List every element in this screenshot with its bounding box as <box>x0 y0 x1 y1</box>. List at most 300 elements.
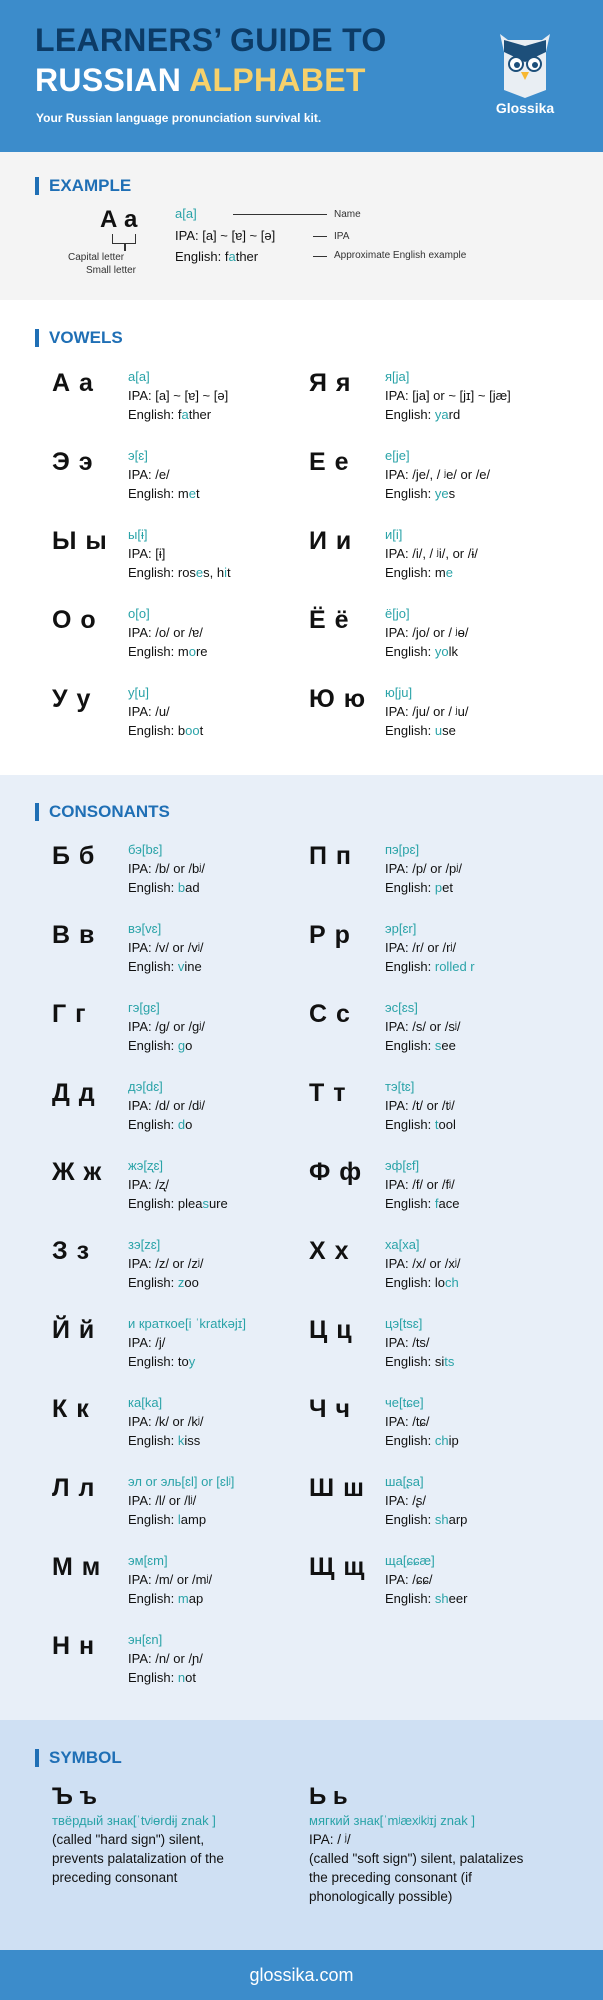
example-english-pre: English: f <box>175 249 229 264</box>
english-post: se <box>442 723 456 738</box>
letter-info <box>385 447 585 503</box>
letter-name: эс[ɛs] <box>385 1000 418 1015</box>
title-line-1: LEARNERS’ GUIDE TO <box>35 22 387 58</box>
letter-name: че[tɕe] <box>385 1395 424 1410</box>
english-highlight: oo <box>185 723 200 738</box>
letter-info <box>385 1236 585 1292</box>
letter-english <box>385 1273 585 1292</box>
letter-english <box>128 642 328 661</box>
annotation-english: Approximate English example <box>334 250 467 261</box>
letter-ipa: IPA: /d/ or /dʲ/ <box>128 1098 205 1113</box>
example-letters: А а <box>100 206 138 233</box>
letter-entry <box>52 684 322 754</box>
hard-sign-name: твёрдый знак[ˈtvʲɵrdɨj znak ] <box>52 1813 216 1828</box>
letter-pair: Д д <box>52 1079 96 1107</box>
hard-sign-letters: Ъ ъ <box>52 1783 98 1810</box>
letter-entry <box>309 526 579 596</box>
letter-name: а[a] <box>128 369 150 384</box>
letter-info <box>128 920 328 976</box>
letter-name: е[je] <box>385 448 410 463</box>
english-highlight: o <box>188 644 196 659</box>
english-pre: English: <box>385 723 435 738</box>
english-pre: English: <box>128 880 178 895</box>
soft-sign-line-3: phonologically possible) <box>309 1889 453 1904</box>
hard-sign-line-3: preceding consonant <box>52 1870 178 1885</box>
letter-ipa: IPA: /j/ <box>128 1335 166 1350</box>
page-title <box>35 20 387 100</box>
letter-pair: Ц ц <box>309 1316 353 1344</box>
letter-entry <box>52 999 322 1069</box>
example-title: EXAMPLE <box>35 176 131 196</box>
letter-info <box>385 1394 585 1450</box>
letter-entry <box>52 1631 322 1701</box>
title-alphabet: ALPHABET <box>189 62 366 98</box>
letter-entry <box>52 1236 322 1306</box>
letter-entry <box>52 605 322 675</box>
letter-entry <box>309 447 579 517</box>
letter-entry <box>309 841 579 911</box>
example-english <box>175 249 258 264</box>
symbol-section <box>0 1720 603 1950</box>
english-post: re <box>195 644 208 659</box>
english-post: lk <box>448 644 458 659</box>
letter-entry <box>309 1394 579 1464</box>
letter-english <box>385 563 585 582</box>
letter-name: цэ[tsɛ] <box>385 1316 423 1331</box>
letter-ipa: IPA: /e/ <box>128 467 170 482</box>
letter-pair: Я я <box>309 369 352 397</box>
english-pre: English: <box>128 1275 178 1290</box>
letter-name: я[ja] <box>385 369 410 384</box>
small-letter-label: Small letter <box>86 265 137 276</box>
english-pre: English: <box>385 959 435 974</box>
letter-info <box>385 1552 585 1608</box>
example-bracket <box>112 234 136 244</box>
letter-english <box>385 1036 585 1055</box>
english-post: t <box>199 723 204 738</box>
letter-name: ю[ju] <box>385 685 413 700</box>
english-pre: English: <box>385 644 435 659</box>
letter-entry <box>309 1157 579 1227</box>
letter-entry <box>309 920 579 990</box>
letter-name: ы[ɨ] <box>128 527 148 542</box>
english-highlight: a <box>181 407 189 422</box>
english-pre: English: ros <box>128 565 196 580</box>
letter-english <box>385 1194 585 1213</box>
letter-info <box>385 1315 585 1371</box>
letter-entry <box>52 1552 322 1622</box>
english-highlight: v <box>177 959 185 974</box>
english-pre: English: <box>385 407 435 422</box>
letter-english <box>385 405 585 424</box>
title-russian: RUSSIAN <box>35 62 190 98</box>
english-post: ee <box>441 1038 456 1053</box>
english-highlight: d <box>177 1117 186 1132</box>
example-section <box>0 152 603 300</box>
letter-english <box>128 1668 328 1687</box>
letter-ipa: IPA: /f/ or /fʲ/ <box>385 1177 455 1192</box>
letter-name: пэ[pɛ] <box>385 842 420 857</box>
letter-ipa: IPA: /p/ or /pʲ/ <box>385 861 462 876</box>
english-pre: English: <box>128 1591 178 1606</box>
letter-name: вэ[vɛ] <box>128 921 162 936</box>
letter-name: эф[ɛf] <box>385 1158 420 1173</box>
letter-info <box>385 1157 585 1213</box>
letter-name: бэ[bɛ] <box>128 842 163 857</box>
soft-sign-line-2: the preceding consonant (if <box>309 1870 472 1885</box>
letter-name: эл or эль[ɛl] or [ɛlʲ] <box>128 1474 235 1489</box>
english-pre: English: <box>385 1591 435 1606</box>
letter-ipa: IPA: /t/ or /tʲ/ <box>385 1098 455 1113</box>
letter-entry <box>309 1473 579 1543</box>
letter-pair: Ч ч <box>309 1395 352 1423</box>
letter-pair: Н н <box>52 1632 96 1660</box>
letter-english <box>385 1431 585 1450</box>
header <box>0 0 603 152</box>
letter-pair: К к <box>52 1395 90 1423</box>
letter-name: эм[ɛm] <box>128 1553 168 1568</box>
letter-ipa: IPA: /ɡ/ or /ɡʲ/ <box>128 1019 205 1034</box>
letter-pair: О о <box>52 606 97 634</box>
letter-info <box>128 605 328 661</box>
english-post: s <box>448 486 456 501</box>
letter-entry <box>52 1315 322 1385</box>
owl-icon <box>480 32 570 100</box>
letter-name: э[ɛ] <box>128 448 148 463</box>
english-highlight: g <box>177 1038 186 1053</box>
letter-name: гэ[ɡɛ] <box>128 1000 160 1015</box>
english-pre: English: f <box>128 407 182 422</box>
letter-entry <box>52 841 322 911</box>
english-pre: English: to <box>128 1354 189 1369</box>
letter-english <box>385 484 585 503</box>
english-highlight: ts <box>444 1354 455 1369</box>
letter-info <box>128 1552 328 1608</box>
letter-ipa: IPA: [a] ~ [ɐ] ~ [ə] <box>128 388 229 403</box>
letter-pair: А а <box>52 369 94 397</box>
letter-info <box>128 447 328 503</box>
letter-entry <box>309 1236 579 1306</box>
letter-pair: Б б <box>52 842 96 870</box>
letter-ipa: IPA: /z/ or /zʲ/ <box>128 1256 204 1271</box>
letter-entry <box>309 1552 579 1622</box>
english-highlight: p <box>434 880 443 895</box>
letter-english <box>385 1115 585 1134</box>
letter-info <box>128 1078 328 1134</box>
letter-entry <box>52 1473 322 1543</box>
letter-name: ща[ɕɕæ] <box>385 1553 435 1568</box>
consonants-section <box>0 775 603 1720</box>
english-highlight: e <box>195 565 204 580</box>
annotation-line-name <box>233 214 327 215</box>
letter-english <box>128 878 328 897</box>
letter-english <box>385 1352 585 1371</box>
capital-letter-label: Capital letter <box>68 252 125 263</box>
english-post: arp <box>448 1512 468 1527</box>
letter-info <box>128 1315 328 1371</box>
letter-english <box>128 1431 328 1450</box>
english-post: rd <box>448 407 461 422</box>
letter-english <box>128 957 328 976</box>
letter-ipa: IPA: /ju/ or / ʲu/ <box>385 704 469 719</box>
english-post: o <box>185 1038 193 1053</box>
letter-entry <box>309 1078 579 1148</box>
letter-english <box>128 1352 328 1371</box>
english-post: ip <box>448 1433 459 1448</box>
letter-english <box>385 642 585 661</box>
vowels-section <box>0 300 603 775</box>
letter-info <box>128 1236 328 1292</box>
soft-sign-name: мягкий знак[ˈmʲæxʲkʲɪj znak ] <box>309 1813 475 1828</box>
english-pre: English: si <box>385 1354 445 1369</box>
english-pre: English: m <box>385 565 446 580</box>
english-pre: English: <box>385 1117 435 1132</box>
letter-entry <box>309 684 579 754</box>
letter-name: ша[ʂa] <box>385 1474 424 1489</box>
letter-info <box>385 1473 585 1529</box>
letter-name: ё[jo] <box>385 606 410 621</box>
english-pre: English: <box>385 1038 435 1053</box>
letter-name: дэ[dɛ] <box>128 1079 163 1094</box>
letter-name: зэ[zɛ] <box>128 1237 161 1252</box>
example-english-post: ther <box>235 249 259 264</box>
english-highlight: yo <box>434 644 449 659</box>
letter-ipa: IPA: [ja] or ~ [jɪ] ~ [jæ] <box>385 388 511 403</box>
letter-english <box>385 878 585 897</box>
english-highlight-2: i <box>224 565 228 580</box>
english-pre: English: m <box>128 486 189 501</box>
letter-english <box>128 1273 328 1292</box>
letter-name: жэ[ʐɛ] <box>128 1158 164 1173</box>
english-pre: English: m <box>128 644 189 659</box>
letter-english <box>128 405 328 424</box>
letter-info <box>385 368 585 424</box>
letter-info <box>385 999 585 1055</box>
letter-ipa: IPA: /ɕɕ/ <box>385 1572 433 1587</box>
letter-entry <box>309 1315 579 1385</box>
letter-pair: Щ щ <box>309 1553 366 1581</box>
letter-name: у[u] <box>128 685 149 700</box>
english-post: ure <box>208 1196 228 1211</box>
english-pre: English: lo <box>385 1275 445 1290</box>
letter-pair: С с <box>309 1000 351 1028</box>
annotation-ipa: IPA <box>334 231 350 242</box>
letter-info <box>128 1631 328 1687</box>
english-post: oo <box>184 1275 199 1290</box>
annotation-line-ipa <box>313 236 327 237</box>
letter-entry <box>52 1394 322 1464</box>
english-highlight: s <box>434 1038 442 1053</box>
letter-pair: З з <box>52 1237 91 1265</box>
letter-english <box>128 1510 328 1529</box>
english-post: amp <box>180 1512 207 1527</box>
letter-entry <box>309 999 579 1069</box>
letter-ipa: IPA: [ɨ] <box>128 546 166 561</box>
letter-ipa: IPA: /u/ <box>128 704 170 719</box>
letter-entry <box>309 605 579 675</box>
letter-entry <box>52 1157 322 1227</box>
english-post-2: t <box>227 565 231 580</box>
logo-text: Glossika <box>495 100 555 116</box>
letter-info <box>128 368 328 424</box>
example-english-highlight: a <box>228 249 236 264</box>
letter-name: ка[ka] <box>128 1395 163 1410</box>
letter-name: эр[ɛr] <box>385 921 417 936</box>
letter-ipa: IPA: /x/ or /xʲ/ <box>385 1256 461 1271</box>
letter-ipa: IPA: /l/ or /lʲ/ <box>128 1493 197 1508</box>
letter-ipa: IPA: /b/ or /bʲ/ <box>128 861 205 876</box>
letter-english <box>128 1194 328 1213</box>
letter-info <box>385 1078 585 1134</box>
english-highlight: k <box>177 1433 185 1448</box>
english-highlight: ya <box>434 407 449 422</box>
letter-ipa: IPA: /n/ or /ɲ/ <box>128 1651 203 1666</box>
letter-name: ха[xa] <box>385 1237 420 1252</box>
letter-entry <box>52 368 322 438</box>
footer-link[interactable]: glossika.com <box>0 1950 603 2000</box>
letter-entry <box>52 920 322 990</box>
english-highlight: ch <box>434 1433 449 1448</box>
english-post: ap <box>188 1591 204 1606</box>
letter-info <box>128 999 328 1055</box>
letter-english <box>128 563 328 582</box>
soft-sign-letters: Ь ь <box>309 1783 348 1810</box>
letter-info <box>128 526 328 582</box>
letter-english <box>128 1589 328 1608</box>
english-highlight: e <box>188 486 196 501</box>
english-highlight: y <box>188 1354 196 1369</box>
annotation-name: Name <box>334 209 361 220</box>
letter-pair: Г г <box>52 1000 87 1028</box>
english-highlight: ye <box>434 486 449 501</box>
hard-sign-entry <box>52 1782 322 1887</box>
letter-info <box>128 841 328 897</box>
example-ipa: IPA: [a] ~ [ɐ] ~ [ə] <box>175 228 276 243</box>
letter-ipa: IPA: /s/ or /sʲ/ <box>385 1019 461 1034</box>
english-post: ther <box>188 407 212 422</box>
letter-english <box>128 1036 328 1055</box>
letter-pair: Л л <box>52 1474 96 1502</box>
soft-sign-line-1: (called "soft sign") silent, palatalizes <box>309 1851 524 1866</box>
english-pre: English: <box>128 1512 178 1527</box>
letter-info <box>385 841 585 897</box>
glossika-logo <box>480 32 570 116</box>
letter-info <box>385 684 585 740</box>
letter-entry <box>309 368 579 438</box>
letter-entry <box>52 447 322 517</box>
english-pre: English: <box>128 1670 178 1685</box>
english-highlight: z <box>177 1275 185 1290</box>
letter-info <box>128 1473 328 1529</box>
letter-ipa: IPA: /tɕ/ <box>385 1414 430 1429</box>
letter-entry <box>52 526 322 596</box>
letter-pair: Э э <box>52 448 94 476</box>
letter-ipa: IPA: /r/ or /rʲ/ <box>385 940 457 955</box>
letter-ipa: IPA: /m/ or /mʲ/ <box>128 1572 213 1587</box>
letter-pair: Е е <box>309 448 350 476</box>
letter-info <box>385 920 585 976</box>
letter-info <box>128 1394 328 1450</box>
letter-name: эн[ɛn] <box>128 1632 163 1647</box>
soft-sign-ipa: IPA: / ʲ/ <box>309 1832 351 1847</box>
letter-ipa: IPA: /je/, / ʲe/ or /e/ <box>385 467 491 482</box>
english-highlight: sh <box>434 1512 449 1527</box>
english-pre: English: <box>128 1038 178 1053</box>
letter-entry <box>52 1078 322 1148</box>
english-highlight: s <box>202 1196 209 1211</box>
english-highlight: t <box>434 1117 439 1132</box>
letter-ipa: IPA: /k/ or /kʲ/ <box>128 1414 204 1429</box>
letter-name: и[i] <box>385 527 403 542</box>
english-highlight: u <box>434 723 443 738</box>
letter-english <box>385 957 585 976</box>
letter-pair: Т т <box>309 1079 347 1107</box>
english-post: ace <box>438 1196 460 1211</box>
letter-pair: Х х <box>309 1237 350 1265</box>
letter-info <box>385 526 585 582</box>
english-highlight: n <box>177 1670 186 1685</box>
letter-ipa: IPA: /v/ or /vʲ/ <box>128 940 204 955</box>
letter-ipa: IPA: /ʐ/ <box>128 1177 169 1192</box>
letter-ipa: IPA: /jo/ or / ʲɵ/ <box>385 625 469 640</box>
letter-ipa: IPA: /i/, / ʲi/, or /ɨ/ <box>385 546 478 561</box>
english-highlight: e <box>445 565 453 580</box>
title-line-2 <box>35 60 387 100</box>
example-name: а[a] <box>175 206 197 221</box>
english-post: ot <box>185 1670 196 1685</box>
english-pre: English: <box>128 1433 178 1448</box>
english-post: ool <box>438 1117 456 1132</box>
english-post: t <box>195 486 200 501</box>
symbol-title: SYMBOL <box>35 1748 122 1768</box>
letter-english <box>128 484 328 503</box>
letter-pair: Ф ф <box>309 1158 363 1186</box>
english-highlight: b <box>177 880 186 895</box>
english-pre: English: <box>385 486 435 501</box>
letter-pair: Ы ы <box>52 527 108 555</box>
english-pre: English: <box>385 1196 435 1211</box>
letter-pair: Ё ё <box>309 606 350 634</box>
letter-pair: В в <box>52 921 96 949</box>
letter-ipa: IPA: /ts/ <box>385 1335 430 1350</box>
letter-info <box>128 684 328 740</box>
english-highlight: rolled r <box>434 959 475 974</box>
letter-pair: Р р <box>309 921 351 949</box>
english-post: ine <box>184 959 202 974</box>
letter-english <box>128 721 328 740</box>
english-pre: English: b <box>128 723 186 738</box>
letter-pair: Ж ж <box>52 1158 103 1186</box>
letter-pair: Ш ш <box>309 1474 365 1502</box>
english-pre: English: <box>128 959 178 974</box>
english-highlight: sh <box>434 1591 449 1606</box>
letter-name: и краткое[i ˈkratkəjɪ] <box>128 1316 246 1331</box>
english-pre: English: <box>385 1512 435 1527</box>
english-post: iss <box>184 1433 201 1448</box>
letter-ipa: IPA: /o/ or /ɐ/ <box>128 625 203 640</box>
letter-pair: Ю ю <box>309 685 367 713</box>
letter-name: тэ[tɛ] <box>385 1079 415 1094</box>
english-highlight: l <box>177 1512 181 1527</box>
letter-name: о[o] <box>128 606 150 621</box>
letter-pair: П п <box>309 842 353 870</box>
letter-ipa: IPA: /ʂ/ <box>385 1493 426 1508</box>
english-pre: English: <box>385 1433 435 1448</box>
hard-sign-line-1: (called "hard sign") silent, <box>52 1832 205 1847</box>
english-pre: English: plea <box>128 1196 203 1211</box>
letter-pair: У у <box>52 685 92 713</box>
english-post: et <box>442 880 453 895</box>
